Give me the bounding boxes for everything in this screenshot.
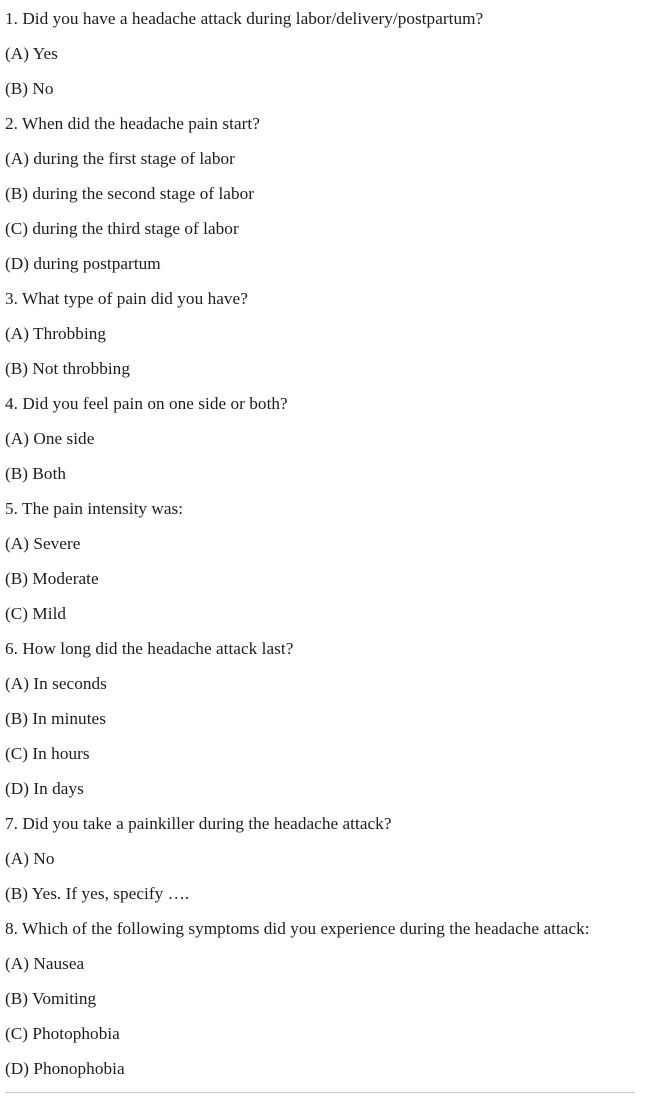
answer-option: (B) Yes. If yes, specify …. xyxy=(5,884,190,903)
answer-option: (A) during the first stage of labor xyxy=(5,149,235,168)
answer-option: (D) Phonophobia xyxy=(5,1059,125,1078)
question-text: 6. How long did the headache attack last? xyxy=(5,639,294,658)
answer-option: (A) No xyxy=(5,849,55,868)
answer-option: (A) Yes xyxy=(5,44,58,63)
question-text: 3. What type of pain did you have? xyxy=(5,289,248,308)
answer-option: (C) Photophobia xyxy=(5,1024,120,1043)
question-text: 1. Did you have a headache attack during labor/delivery/postpartum? xyxy=(5,9,484,28)
question-text: 7. Did you take a painkiller during the headache attack? xyxy=(5,814,392,833)
answer-option: (B) during the second stage of labor xyxy=(5,184,255,203)
answer-option: (A) In seconds xyxy=(5,674,107,693)
answer-option: (C) In hours xyxy=(5,744,90,763)
questionnaire xyxy=(5,0,653,1086)
answer-option: (C) during the third stage of labor xyxy=(5,219,239,238)
bottom-divider xyxy=(5,1092,635,1093)
answer-option: (A) Throbbing xyxy=(5,324,107,343)
answer-option: (B) In minutes xyxy=(5,709,106,728)
question-text: 8. Which of the following symptoms did you experience during the headache attack: xyxy=(5,919,590,938)
answer-option: (A) Severe xyxy=(5,534,81,553)
question-text: 4. Did you feel pain on one side or both? xyxy=(5,394,288,413)
question-text: 2. When did the headache pain start? xyxy=(5,114,260,133)
answer-option: (B) No xyxy=(5,79,54,98)
answer-option: (D) during postpartum xyxy=(5,254,161,273)
answer-option: (A) Nausea xyxy=(5,954,85,973)
answer-option: (D) In days xyxy=(5,779,84,798)
answer-option: (A) One side xyxy=(5,429,95,448)
answer-option: (C) Mild xyxy=(5,604,67,623)
answer-option: (B) Not throbbing xyxy=(5,359,130,378)
answer-option: (B) Vomiting xyxy=(5,989,97,1008)
answer-option: (B) Both xyxy=(5,464,67,483)
question-text: 5. The pain intensity was: xyxy=(5,499,184,518)
answer-option: (B) Moderate xyxy=(5,569,99,588)
